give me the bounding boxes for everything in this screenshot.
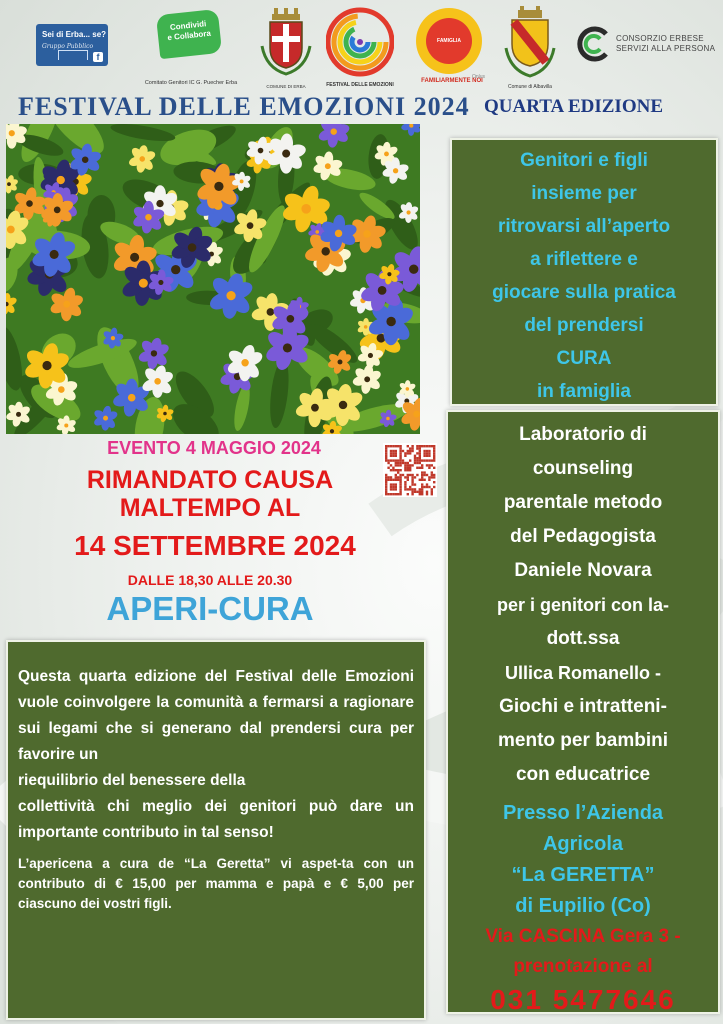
onlus-caption: Onlus — [472, 74, 486, 80]
postponed-line1: RIMANDATO CAUSA — [86, 466, 334, 494]
lab-line: dott.ssa — [546, 628, 620, 649]
comitato-genitori-caption: Comitato Genitori IC G. Puecher Erba — [144, 80, 238, 86]
lab-line: parentale metodo — [503, 492, 663, 513]
comune-albavilla-logo — [500, 6, 560, 92]
description-paragraph: riequilibrio del benessere della — [18, 772, 246, 789]
apericena-price-note: L’apericena a cura de “La Geretta” vi aspet-ta con un contributo di € 15,00 per mamma e papà e € 5,00 per ciascuno dei vostri figli. — [18, 856, 414, 911]
venue-address: Via CASCINA Gera 3 - — [485, 926, 681, 947]
lab-venue-box — [446, 410, 720, 1014]
familiarmente-noi-caption: FAMILIARMENTE NOI — [421, 78, 483, 84]
intro-line: a riflettere e — [530, 249, 638, 270]
lab-line: Daniele Novara — [514, 560, 652, 581]
sei-di-erba-title: Sei di Erba... se? — [42, 30, 107, 39]
venue-line: di Eupilio (Co) — [515, 895, 651, 917]
albavilla-caption: Comune di Albavilla — [508, 84, 552, 90]
qr-code-icon[interactable] — [383, 443, 437, 497]
booking-phone[interactable]: 031 5477646 — [490, 984, 676, 1015]
rainbow-swirl-icon — [326, 6, 394, 80]
comune-erba-logo — [256, 6, 316, 92]
building-icon — [58, 50, 88, 60]
intro-box — [450, 138, 718, 406]
condividi-line1: Condividi — [169, 19, 207, 32]
flowers-illustration — [6, 124, 420, 434]
consorzio-ring-icon — [576, 26, 612, 62]
consorzio-name-line1: CONSORZIO ERBESE — [616, 34, 704, 43]
consorzio-name-line2: SERVIZI ALLA PERSONA — [616, 44, 716, 53]
intro-line: del prendersi — [524, 315, 644, 336]
sei-di-erba-subtitle: Gruppo Pubblico — [42, 43, 94, 50]
comune-erba-caption: COMUNE DI ERBA — [266, 84, 306, 89]
postponed-notice — [30, 466, 390, 522]
edition-label: QUARTA EDIZIONE — [484, 96, 663, 117]
intro-line: in famiglia — [537, 381, 631, 402]
description-paragraph: Questa quarta edizione del Festival delle Emozioni vuole coinvolgere la comunità a fermarsi a ragionare sui legami che si generano dal prendersi cura per favorire un — [18, 668, 414, 763]
condividi-collabora-logo — [144, 10, 238, 92]
lab-line: counseling — [532, 458, 634, 479]
sei-di-erba-logo — [36, 24, 108, 66]
booking-label: prenotazione al — [513, 956, 653, 977]
description-box — [6, 640, 426, 1020]
consorzio-erbese-logo — [576, 24, 716, 68]
speech-bubble-icon — [156, 9, 222, 59]
original-event-date: EVENTO 4 MAGGIO 2024 — [107, 438, 321, 458]
event-name: APERI-CURA — [106, 590, 314, 627]
qr-code-pattern — [383, 443, 437, 497]
intro-line: CURA — [556, 348, 612, 369]
postponed-line2: MALTEMPO AL — [119, 494, 301, 522]
festival-emozioni-logo — [326, 6, 394, 92]
facebook-icon: f — [93, 52, 103, 62]
intro-line: insieme per — [531, 183, 637, 204]
lab-line: per i genitori con la- — [496, 595, 670, 615]
intro-line: giocare sulla pratica — [492, 282, 676, 303]
venue-line: Agricola — [542, 833, 624, 855]
flowers-photo — [6, 124, 420, 434]
venue-line: Presso l’Azienda — [502, 802, 664, 824]
venue-line: “La GERETTA” — [511, 864, 655, 886]
lab-line: Laboratorio di — [519, 424, 647, 445]
festival-caption: FESTIVAL DELLE EMOZIONI — [326, 82, 394, 88]
lab-line: del Pedagogista — [510, 526, 656, 547]
erba-crest-icon — [256, 6, 316, 82]
event-time: DALLE 18,30 ALLE 20.30 — [127, 572, 293, 588]
lab-line: Giochi e intratteni- — [499, 696, 667, 717]
intro-line: ritrovarsi all’aperto — [497, 216, 671, 237]
lab-line: mento per bambini — [498, 730, 668, 751]
familiarmente-noi-logo — [410, 8, 490, 92]
albavilla-crest-icon — [500, 6, 560, 82]
lab-line: Ullica Romanello - — [504, 663, 662, 683]
new-event-date: 14 SETTEMBRE 2024 — [74, 530, 356, 561]
intro-line: Genitori e figli — [520, 150, 648, 171]
condividi-line2: e Collabora — [167, 28, 212, 43]
description-paragraph: collettività chi meglio dei genitori può dare un importante contributo in tal senso! — [18, 798, 414, 841]
famiglia-inner-disc: FAMIGLIA — [426, 18, 472, 64]
festival-title: FESTIVAL DELLE EMOZIONI 2024 — [18, 92, 470, 121]
lab-line: con educatrice — [515, 764, 651, 785]
